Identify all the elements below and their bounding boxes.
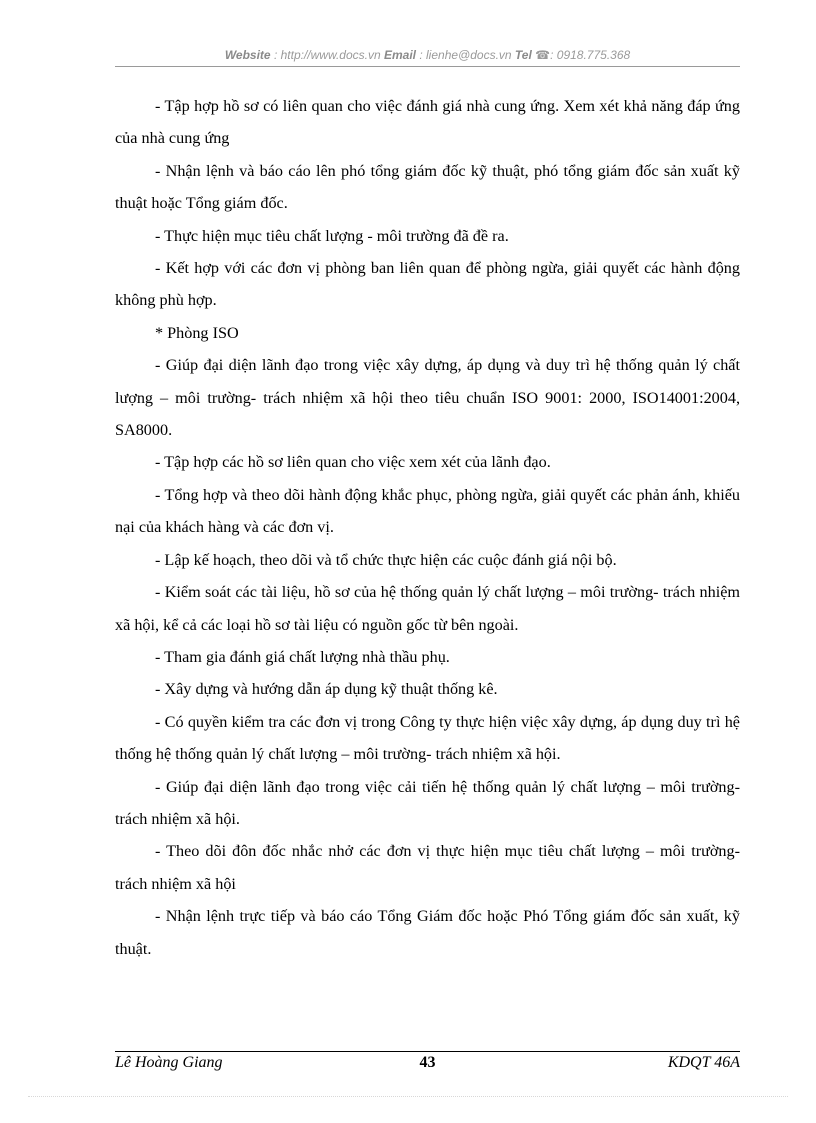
paragraph: - Tham gia đánh giá chất lượng nhà thầu phụ. (155, 647, 450, 666)
paragraph: - Kiểm soát các tài liệu, hồ sơ của hệ thống quản lý chất lượng – môi trường- trách nhiệm xã hội, kể cả các loại hồ sơ tài liệu có nguồn gốc từ bên ngoài. (115, 583, 740, 634)
page-border (28, 1096, 788, 1097)
page-footer (115, 1054, 740, 1078)
tel-value: ☎: 0918.775.368 (531, 48, 631, 62)
paragraph: - Thực hiện mục tiêu chất lượng - môi trường đã đề ra. (155, 226, 509, 245)
page-number: 43 (419, 1054, 436, 1071)
paragraph: - Lập kế hoạch, theo dõi và tổ chức thực hiện các cuộc đánh giá nội bộ. (155, 550, 617, 569)
paragraph: - Tổng hợp và theo dõi hành động khắc phục, phòng ngừa, giải quyết các phản ánh, khiếu nại của khách hàng và các đơn vị. (115, 485, 740, 537)
website-value: : http://www.docs.vn (270, 48, 384, 62)
tel-label: Tel (514, 48, 532, 62)
footer-divider (115, 1051, 740, 1052)
paragraph: - Tập hợp hồ sơ có liên quan cho việc đánh giá nhà cung ứng. Xem xét khả năng đáp ứng của nhà cung ứng (115, 97, 740, 148)
footer-author: Lê Hoàng Giang (115, 1054, 223, 1071)
paragraph: - Theo dõi đôn đốc nhắc nhở các đơn vị thực hiện mục tiêu chất lượng – môi trường- trách nhiệm xã hội (115, 842, 740, 893)
header-divider (115, 66, 740, 67)
paragraph: - Có quyền kiểm tra các đơn vị trong Công ty thực hiện việc xây dựng, áp dụng duy trì hệ thống hệ thống quản lý chất lượng – môi trường- trách nhiệm xã hội. (115, 712, 740, 764)
email-value: : lienhe@docs.vn (416, 48, 515, 62)
paragraph: - Nhận lệnh trực tiếp và báo cáo Tổng Giám đốc hoặc Phó Tổng giám đốc sản xuất, kỹ thuật. (115, 907, 740, 958)
paragraph: - Xây dựng và hướng dẫn áp dụng kỹ thuật thống kê. (155, 680, 498, 699)
email-label: Email (384, 48, 417, 62)
paragraph: - Nhận lệnh và báo cáo lên phó tổng giám đốc kỹ thuật, phó tổng giám đốc sản xuất kỹ thuật hoặc Tổng giám đốc. (115, 161, 740, 213)
website-label: Website (224, 48, 271, 62)
document-body (115, 90, 740, 965)
paragraph: - Tập hợp các hồ sơ liên quan cho việc xem xét của lãnh đạo. (155, 453, 551, 472)
section-heading: * Phòng ISO (155, 323, 239, 342)
footer-class-code: KDQT 46A (667, 1054, 740, 1071)
page-header (115, 48, 740, 62)
paragraph: - Giúp đại diện lãnh đạo trong việc cải tiến hệ thống quản lý chất lượng – môi trường- trách nhiệm xã hội. (115, 777, 740, 828)
paragraph: - Giúp đại diện lãnh đạo trong việc xây dựng, áp dụng và duy trì hệ thống quản lý chất lượng – môi trường- trách nhiệm xã hội theo tiêu chuẩn ISO 9001: 2000, ISO14001:2004, SA8000. (115, 356, 740, 440)
paragraph: - Kết hợp với các đơn vị phòng ban liên quan để phòng ngừa, giải quyết các hành động không phù hợp. (115, 259, 740, 310)
